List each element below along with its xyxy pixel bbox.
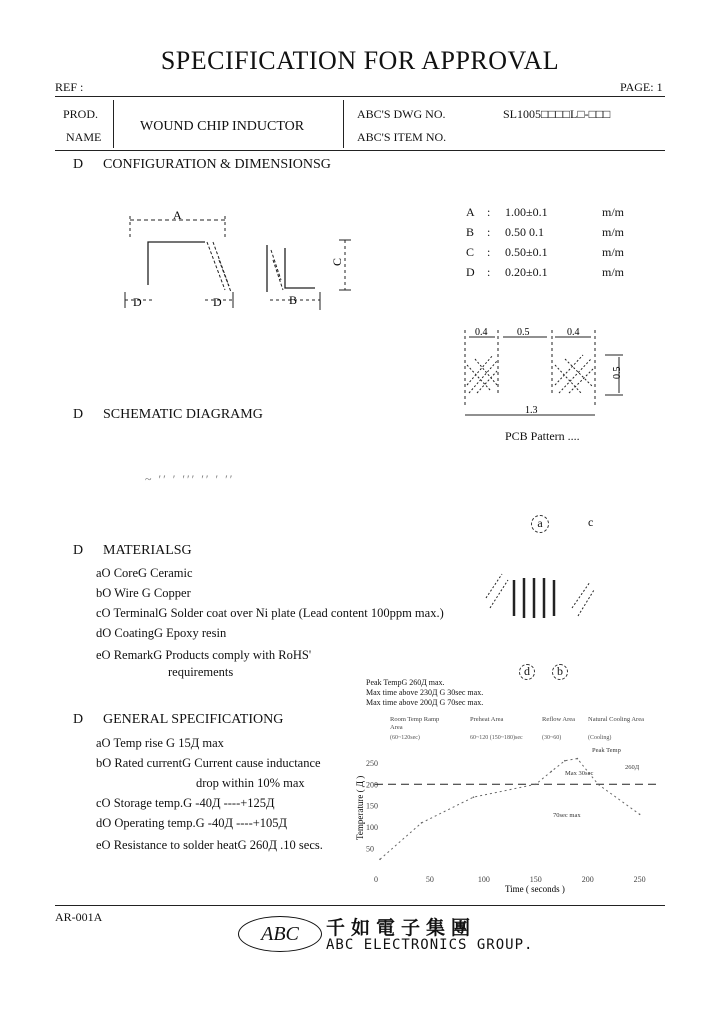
chart-xlabel: Time ( seconds ) bbox=[505, 884, 565, 894]
data-point bbox=[551, 771, 553, 773]
materials-title: MATERIALSG bbox=[103, 543, 192, 558]
header-divider-2 bbox=[343, 100, 344, 148]
dimension-key: A bbox=[466, 205, 475, 219]
callout-c: c bbox=[588, 515, 594, 529]
data-point bbox=[473, 796, 475, 798]
reflow-note: Max time above 200Д G 70sec max. bbox=[366, 698, 484, 707]
dimension-key: D bbox=[466, 265, 475, 279]
dwg-value: SL1005□□□□L□-□□□ bbox=[503, 107, 611, 121]
pcb-pattern bbox=[455, 325, 635, 425]
dimension-unit: m/m bbox=[602, 205, 625, 219]
material-item: eO RemarkG Products comply with RoHS' bbox=[96, 648, 312, 662]
dimension-drawing bbox=[115, 200, 355, 320]
dim-label-a: A bbox=[173, 208, 182, 222]
reflow-zone-sub: (30~60) bbox=[542, 735, 562, 741]
data-point bbox=[577, 758, 579, 760]
logo-english: ABC ELECTRONICS GROUP. bbox=[326, 937, 534, 953]
dwg-label: ABC'S DWG NO. bbox=[357, 107, 446, 121]
reflow-zone-label: Preheat Area bbox=[470, 716, 504, 723]
material-item: requirements bbox=[168, 665, 234, 679]
y-tick-label: 100 bbox=[366, 823, 378, 833]
data-point bbox=[639, 813, 641, 815]
general-title: GENERAL SPECIFICATIONG bbox=[103, 712, 284, 727]
pcb-dim-2: 0.5 bbox=[517, 327, 530, 338]
reflow-note: Max time above 230Д G 30sec max. bbox=[366, 688, 484, 697]
page-label: PAGE: 1 bbox=[620, 80, 663, 94]
dimension-unit: m/m bbox=[602, 265, 625, 279]
dim-label-c: C bbox=[330, 257, 344, 266]
y-tick-label: 50 bbox=[366, 844, 374, 854]
page-title: SPECIFICATION FOR APPROVAL bbox=[160, 46, 560, 75]
reflow-annotation: Max 30sec bbox=[565, 770, 594, 777]
reflow-zone-sub: 60~120 (150~180)sec bbox=[470, 735, 523, 741]
prod-label: PROD. bbox=[63, 107, 99, 121]
x-tick-label: 250 bbox=[633, 875, 646, 884]
reflow-annotation: 260Д bbox=[625, 764, 640, 771]
general-bullet: D bbox=[73, 712, 84, 727]
schematic-title: SCHEMATIC DIAGRAMG bbox=[103, 407, 263, 422]
material-item: cO TerminalG Solder coat over Ni plate (Lead content 100ppm max.) bbox=[96, 606, 444, 620]
pcb-dim-1: 0.4 bbox=[475, 327, 488, 338]
general-spec-item: cO Storage temp.G -40Д ----+125Д bbox=[96, 796, 275, 810]
general-spec-item: dO Operating temp.G -40Д ----+105Д bbox=[96, 816, 288, 830]
data-point bbox=[421, 822, 423, 824]
reflow-annotation: 70sec max bbox=[553, 812, 581, 819]
callout-a: a bbox=[531, 515, 549, 533]
x-tick-label: 150 bbox=[529, 875, 542, 884]
dim-label-d1: D bbox=[133, 295, 142, 309]
reflow-zone-sub: (60~120sec) bbox=[390, 735, 420, 741]
name-label: NAME bbox=[66, 130, 102, 144]
form-number: AR-001A bbox=[55, 910, 103, 924]
pcb-caption: PCB Pattern .... bbox=[505, 429, 580, 443]
general-spec-item: eO Resistance to solder heatG 260Д .10 secs. bbox=[96, 838, 323, 852]
x-tick-label: 200 bbox=[581, 875, 594, 884]
footer-rule bbox=[55, 905, 665, 906]
schematic-bullet: D bbox=[73, 407, 84, 422]
pcb-dim-total: 1.3 bbox=[525, 405, 538, 416]
y-tick-label: 200 bbox=[366, 780, 378, 790]
dimension-sep: : bbox=[487, 225, 491, 239]
reflow-zone-label: Room Temp Ramp Area bbox=[390, 716, 440, 731]
dimension-value: 1.00±0.1 bbox=[505, 205, 548, 219]
data-point bbox=[597, 783, 599, 785]
general-spec-item: drop within 10% max bbox=[196, 776, 305, 790]
data-point bbox=[535, 783, 537, 785]
dim-label-b: B bbox=[289, 293, 298, 307]
reflow-zone-sub: (Cooling) bbox=[588, 735, 612, 741]
logo-chinese: 千如電子集團 bbox=[326, 917, 477, 939]
header-rule bbox=[55, 96, 665, 97]
x-tick-label: 0 bbox=[374, 875, 378, 884]
reflow-note: Peak TempG 260Д max. bbox=[366, 678, 445, 687]
config-title: CONFIGURATION & DIMENSIONSG bbox=[103, 157, 331, 172]
y-tick-label: 150 bbox=[366, 801, 378, 811]
header-divider bbox=[113, 100, 114, 148]
schematic-symbol: ~ ′′ ′ ′′′ ′′ ′ ′′ bbox=[145, 472, 235, 486]
reflow-chart bbox=[355, 740, 665, 900]
chart-ylabel: Temperature ( Д ) bbox=[355, 775, 365, 840]
reflow-zone-label: Natural Cooling Area bbox=[588, 716, 644, 723]
series-line bbox=[380, 759, 640, 860]
dimension-unit: m/m bbox=[602, 225, 625, 239]
general-spec-item: bO Rated currentG Current cause inductance bbox=[96, 756, 321, 770]
general-spec-item: aO Temp rise G 15Д max bbox=[96, 736, 224, 750]
dimension-value: 0.50 0.1 bbox=[505, 225, 544, 239]
dim-label-d2: D bbox=[213, 295, 222, 309]
dimension-value: 0.50±0.1 bbox=[505, 245, 548, 259]
materials-bullet: D bbox=[73, 543, 84, 558]
ref-label: REF : bbox=[55, 80, 84, 94]
pcb-dim-h: 0.5 bbox=[612, 366, 623, 379]
x-tick-label: 100 bbox=[477, 875, 490, 884]
inductor-sketch bbox=[480, 568, 600, 628]
dimension-sep: : bbox=[487, 205, 491, 219]
data-point bbox=[379, 858, 381, 860]
callout-b: b bbox=[552, 664, 568, 680]
dimension-key: C bbox=[466, 245, 475, 259]
material-item: aO CoreG Ceramic bbox=[96, 566, 193, 580]
x-tick-label: 50 bbox=[425, 875, 434, 884]
dimension-sep: : bbox=[487, 265, 491, 279]
reflow-annotation: Peak Temp bbox=[592, 747, 621, 754]
dimension-key: B bbox=[466, 225, 475, 239]
reflow-zone-label: Reflow Area bbox=[542, 716, 576, 723]
abc-logo: ABC bbox=[238, 916, 322, 952]
material-item: bO Wire G Copper bbox=[96, 586, 191, 600]
config-bullet: D bbox=[73, 157, 84, 172]
y-tick-label: 250 bbox=[366, 758, 378, 768]
dimension-unit: m/m bbox=[602, 245, 625, 259]
header-rule-2 bbox=[55, 150, 665, 151]
dimension-value: 0.20±0.1 bbox=[505, 265, 548, 279]
pcb-dim-3: 0.4 bbox=[567, 327, 580, 338]
material-item: dO CoatingG Epoxy resin bbox=[96, 626, 227, 640]
data-point bbox=[564, 760, 566, 762]
callout-d: d bbox=[519, 664, 535, 680]
dimension-sep: : bbox=[487, 245, 491, 259]
item-label: ABC'S ITEM NO. bbox=[357, 130, 447, 144]
product-name: WOUND CHIP INDUCTOR bbox=[140, 119, 305, 134]
